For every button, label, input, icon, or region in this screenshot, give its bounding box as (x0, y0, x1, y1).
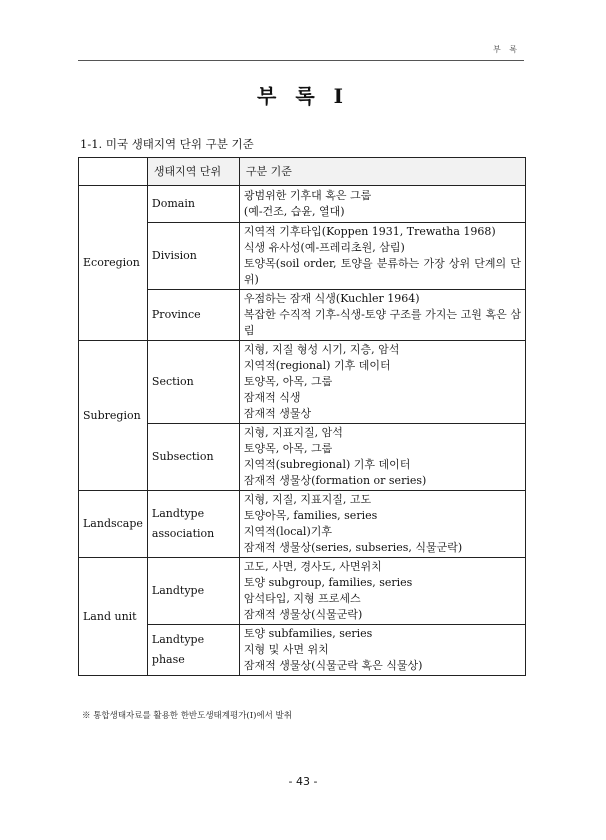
criteria-line: 복잡한 수직적 기후-식생-토양 구조를 가지는 고원 혹은 삼림 (243, 308, 521, 337)
criteria-cell (239, 491, 525, 558)
criteria-line: 지역적(regional) 기후 데이터 (243, 359, 391, 372)
criteria-line: 토양목, 아목, 그룹 (243, 375, 333, 388)
source-note: ※ 통합생태자료를 활용한 한반도생태계평가(I)에서 발취 (82, 711, 292, 721)
criteria-line: 지역적 기후타입(Koppen 1931, Trewatha 1968) (243, 225, 496, 238)
criteria-line: 지형, 지질, 지표지질, 고도 (243, 493, 372, 506)
criteria-line: 토양목(soil order, 토양을 분류하는 가장 상위 단계의 단위) (243, 257, 521, 286)
group-cell-subregion: Subregion (79, 341, 148, 491)
criteria-line: 식생 유사성(예-프레리초원, 삼림) (243, 241, 405, 254)
criteria-line: 지형, 지표지질, 암석 (243, 426, 343, 439)
group-cell-landscape: Landscape (79, 491, 148, 558)
header-cell-unit: 생태지역 단위 (147, 158, 239, 186)
header-rule (78, 60, 524, 61)
criteria-line: 광범위한 기후대 혹은 그룹 (243, 189, 372, 202)
table-row (79, 491, 526, 558)
criteria-line: 암석타입, 지형 프로세스 (243, 592, 361, 605)
criteria-line: 잠재적 생물상(식물군락 혹은 식물상) (243, 659, 423, 672)
running-head: 부 록 (493, 45, 520, 54)
unit-cell: Subsection (147, 424, 239, 491)
table-row (79, 558, 526, 625)
criteria-cell (239, 558, 525, 625)
criteria-line: 지형 및 사면 위치 (243, 643, 329, 656)
criteria-line: 잠재적 생물상(series, subseries, 식물군락) (243, 541, 463, 554)
criteria-line: 고도, 사면, 경사도, 사면위치 (243, 560, 382, 573)
unit-cell: Domain (147, 186, 239, 223)
criteria-line: 잠재적 생물상(식물군락) (243, 608, 363, 621)
criteria-cell (239, 223, 525, 290)
criteria-line: 토양 subfamilies, series (243, 627, 373, 640)
unit-cell: Province (147, 290, 239, 341)
criteria-line: 토양 subgroup, families, series (243, 576, 413, 589)
section-title: 1-1. 미국 생태지역 단위 구분 기준 (80, 137, 254, 151)
table-header-row (79, 158, 526, 186)
page-number: - 43 - (288, 775, 318, 788)
ecoregion-criteria-table (78, 157, 526, 676)
unit-cell: Section (147, 341, 239, 424)
unit-cell: Landtype phase (147, 625, 239, 676)
unit-cell: Landtype (147, 558, 239, 625)
criteria-line: 잠재적 생물상(formation or series) (243, 474, 427, 487)
header-cell-blank (79, 158, 148, 186)
group-cell-ecoregion: Ecoregion (79, 186, 148, 341)
unit-cell: Division (147, 223, 239, 290)
criteria-cell (239, 424, 525, 491)
group-cell-land-unit: Land unit (79, 558, 148, 676)
header-cell-criteria: 구분 기준 (239, 158, 525, 186)
page-title: 부 록 I (257, 84, 349, 108)
criteria-cell (239, 625, 525, 676)
criteria-line: 토양목, 아목, 그룹 (243, 442, 333, 455)
criteria-line: 토양아목, families, series (243, 509, 378, 522)
unit-cell: Landtype association (147, 491, 239, 558)
criteria-cell (239, 290, 525, 341)
table-row (79, 341, 526, 424)
criteria-line: 지역적(subregional) 기후 데이터 (243, 458, 411, 471)
criteria-line: 잠재적 식생 (243, 391, 301, 404)
criteria-line: 잠재적 생물상 (243, 407, 312, 420)
table-row (79, 186, 526, 223)
criteria-line: 지역적(local)기후 (243, 525, 332, 538)
criteria-line: (예-건조, 습윤, 열대) (243, 205, 345, 218)
criteria-line: 지형, 지질 형성 시기, 지층, 암석 (243, 343, 400, 356)
criteria-line: 우점하는 잠재 식생(Kuchler 1964) (243, 292, 420, 305)
criteria-cell (239, 186, 525, 223)
criteria-cell (239, 341, 525, 424)
